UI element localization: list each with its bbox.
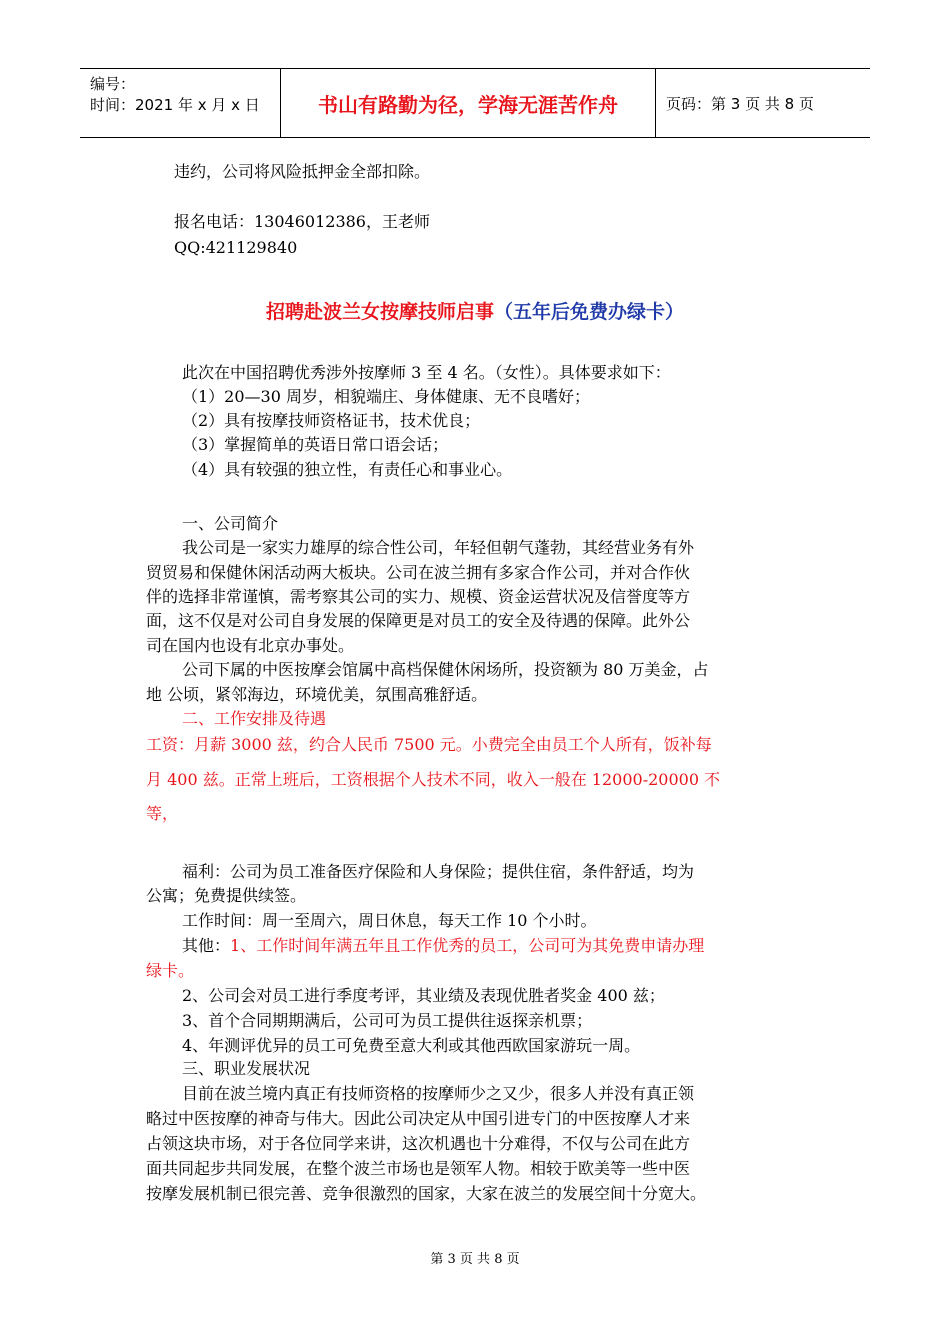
title-sub: （五年后免费办绿卡） (494, 301, 685, 323)
number-label: 编号： (90, 75, 136, 93)
body-line: 占领这块市场，对于各位同学来讲，这次机遇也十分难得，不仅与公司在此方 (146, 1134, 691, 1153)
other-line (182, 936, 704, 956)
requirements-line: （2）具有按摩技师资格证书，技术优良； (182, 411, 481, 430)
green-card-item-cont: 绿卡。 (146, 961, 195, 980)
page-title (0, 297, 950, 324)
title-main: 招聘赴波兰女按摩技师启事 (265, 301, 494, 323)
page-header (80, 68, 870, 138)
other-item: 3、首个合同期期满后，公司可为员工提供往返探亲机票； (182, 1011, 593, 1030)
body-line: 贸贸易和保健休闲活动两大板块。公司在波兰拥有多家合作公司，并对合作伙 (146, 563, 691, 582)
salary-line: 工资：月薪 3000 兹，约合人民币 7500 元。小费完全由员工个人所有，饭补每 (146, 735, 712, 754)
section-heading: 一、公司简介 (182, 514, 279, 533)
body-line: 我公司是一家实力雄厚的综合性公司，年轻但朝气蓬勃，其经营业务有外 (182, 538, 695, 557)
section-heading: 三、职业发展状况 (182, 1059, 311, 1078)
intro-line: 违约，公司将风险抵押金全部扣除。 (174, 162, 431, 181)
section-heading: 二、工作安排及待遇 (182, 709, 327, 728)
time-label: 时间：2021 年 x 月 x 日 (90, 96, 260, 114)
header-page-info: 页码：第 3 页 共 8 页 (666, 94, 814, 113)
body-line: 地 公顷，紧邻海边，环境优美，氛围高雅舒适。 (146, 685, 488, 704)
green-card-item: 1、工作时间年满五年且工作优秀的员工，公司可为其免费申请办理 (230, 936, 705, 955)
welfare-line: 福利：公司为员工准备医疗保险和人身保险；提供住宿，条件舒适，均为 (182, 862, 695, 881)
other-label: 其他： (182, 936, 231, 955)
body-line: 面，这不仅是对公司自身发展的保障更是对员工的安全及待遇的保障。此外公 (146, 611, 691, 630)
qq-line: QQ:421129840 (174, 238, 298, 257)
body-line: 公司下属的中医按摩会馆属中高档保健休闲场所，投资额为 80 万美金，占 (182, 660, 709, 679)
body-line: 略过中医按摩的神奇与伟大。因此公司决定从中国引进专门的中医按摩人才来 (146, 1109, 691, 1128)
phone-line: 报名电话：13046012386，王老师 (174, 212, 430, 231)
requirements-line: （4）具有较强的独立性，有责任心和事业心。 (182, 460, 513, 479)
requirements-line: 此次在中国招聘优秀涉外按摩师 3 至 4 名。（女性）。具体要求如下： (182, 363, 671, 382)
salary-line: 等， (146, 804, 179, 823)
other-item: 4、年测评优异的员工可免费至意大利或其他西欧国家游玩一周。 (182, 1036, 641, 1055)
body-line: 目前在波兰境内真正有技师资格的按摩师少之又少，很多人并没有真正领 (182, 1084, 695, 1103)
body-line: 按摩发展机制已很完善、竞争很激烈的国家，大家在波兰的发展空间十分宽大。 (146, 1184, 707, 1203)
body-line: 面共同起步共同发展，在整个波兰市场也是领军人物。相较于欧美等一些中医 (146, 1159, 691, 1178)
body-line: 伴的选择非常谨慎，需考察其公司的实力、规模、资金运营状况及信誉度等方 (146, 587, 691, 606)
page-footer: 第 3 页 共 8 页 (430, 1252, 520, 1267)
body-line: 司在国内也设有北京办事处。 (146, 636, 355, 655)
requirements-line: （3）掌握简单的英语日常口语会话； (182, 435, 449, 454)
header-meta (80, 69, 280, 137)
work-time-line: 工作时间：周一至周六，周日休息，每天工作 10 个小时。 (182, 911, 597, 930)
welfare-line: 公寓；免费提供续签。 (146, 886, 307, 905)
salary-line: 月 400 兹。正常上班后，工资根据个人技术不同，收入一般在 12000-20000 不 (146, 770, 721, 789)
requirements-line: （1）20—30 周岁，相貌端庄、身体健康、无不良嗜好； (182, 387, 590, 406)
header-motto: 书山有路勤为径，学海无涯苦作舟 (280, 69, 656, 137)
other-item: 2、公司会对员工进行季度考评，其业绩及表现优胜者奖金 400 兹； (182, 986, 665, 1005)
